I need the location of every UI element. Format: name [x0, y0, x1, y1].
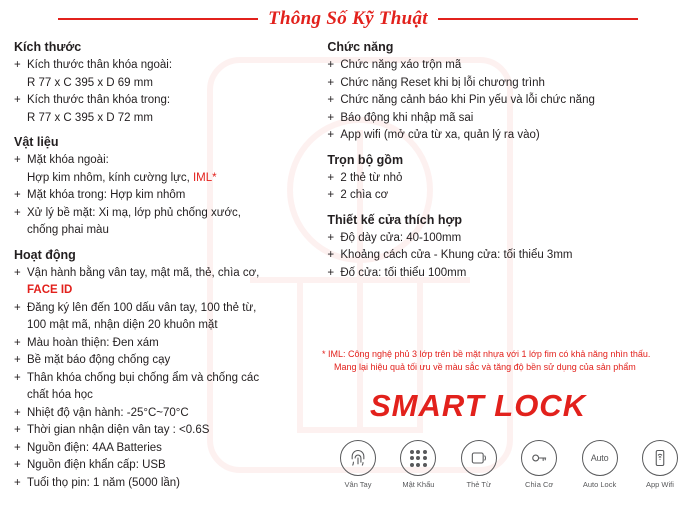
item-text: Xử lý bề mặt: Xi mạ, lớp phủ chống xước, [27, 206, 241, 219]
item-text: Đăng ký lên đến 100 dấu vân tay, 100 thẻ từ, [27, 301, 257, 314]
bullet-plus-icon: + [327, 59, 335, 71]
card-icon [461, 440, 497, 476]
item-text: Khoảng cách cửa - Khung cửa: tối thiểu 3mm [340, 249, 573, 261]
section-title-hoat-dong: Hoạt động [14, 247, 76, 262]
item-text: Nguồn điện: 4AA Batteries [27, 441, 162, 454]
list-item [14, 370, 319, 387]
feature-label: Mật Khẩu [402, 480, 435, 489]
list-item-sub: Hợp kim nhôm, kính cường lực, IML* [27, 171, 217, 184]
list-item [14, 205, 319, 222]
list-item [14, 457, 319, 474]
right-column [319, 40, 682, 492]
item-text: 2 thẻ từ nhỏ [340, 171, 403, 184]
fingerprint-icon [340, 440, 376, 476]
bullet-plus-icon: + [14, 266, 21, 279]
feature-label: Thẻ Từ [466, 480, 492, 489]
list-item-sub [14, 222, 319, 239]
bullet-plus-icon: + [14, 301, 21, 314]
list-item [327, 230, 682, 247]
face-id-mark: FACE ID [27, 284, 73, 296]
list-chuc-nang [327, 57, 682, 144]
item-text: Mặt khóa trong: Hợp kim nhôm [27, 189, 186, 201]
list-kich-thuoc [14, 57, 319, 126]
feature-app-wifi [632, 440, 688, 490]
bullet-plus-icon: + [327, 189, 335, 201]
bullet-plus-icon: + [327, 249, 335, 261]
bullet-plus-icon: + [14, 354, 21, 366]
auto-lock-glyph: Auto [590, 453, 609, 463]
item-text: Chức năng cảnh báo khi Pin yếu và lỗi chức năng [340, 94, 595, 106]
section-title-vat-lieu: Vật liệu [14, 135, 59, 149]
item-subtext: chống phai màu [27, 224, 109, 236]
list-item [14, 300, 319, 317]
feature-label: Auto Lock [582, 480, 617, 489]
bullet-plus-icon: + [327, 231, 335, 244]
list-item [327, 57, 682, 74]
bullet-plus-icon: + [327, 111, 335, 124]
list-item [327, 265, 682, 282]
wifi-app-icon [642, 440, 678, 476]
bullet-plus-icon: + [327, 76, 335, 89]
list-item [327, 127, 682, 144]
spec-columns [0, 32, 696, 492]
list-item [14, 440, 319, 457]
list-item [14, 475, 319, 492]
item-text: Vận hành bằng vân tay, mật mã, thẻ, chìa cơ, [27, 266, 260, 279]
bullet-plus-icon: + [327, 266, 335, 279]
bullet-plus-icon: + [14, 94, 21, 106]
item-text: Chức năng Reset khi bị lỗi chương trình [340, 76, 545, 89]
feature-label: Vân Tay [344, 480, 372, 489]
list-item [14, 187, 319, 204]
item-text: Thân khóa chống bụi chống ẩm và chống các [27, 371, 260, 384]
section-title-chuc-nang: Chức năng [327, 40, 394, 54]
item-text: Chức năng xáo trộn mã [340, 59, 462, 71]
footnote [322, 348, 688, 374]
list-hoat-dong [14, 265, 319, 492]
list-item [14, 335, 319, 352]
bullet-plus-icon: + [14, 206, 21, 219]
list-item-sub [14, 317, 319, 334]
list-item [327, 92, 682, 109]
item-text: Kích thước thân khóa trong: [27, 94, 171, 106]
bullet-plus-icon: + [327, 129, 335, 141]
bullet-plus-icon: + [14, 371, 21, 384]
list-item [327, 75, 682, 92]
item-text: Kích thước thân khóa ngoài: [27, 59, 173, 71]
section-title-thiet-ke-cua: Thiết kế cửa thích hợp [327, 212, 463, 227]
list-item [14, 405, 319, 422]
item-text: Báo động khi nhập mã sai [340, 111, 474, 124]
item-text: Thời gian nhận diện vân tay : <0.6S [27, 424, 210, 436]
feature-chia-co [511, 440, 567, 490]
feature-van-tay [330, 440, 386, 490]
bullet-plus-icon: + [14, 154, 21, 166]
feature-the-tu [451, 440, 507, 490]
list-item [327, 110, 682, 127]
item-text: Nhiệt độ vận hành: -25°C~70°C [27, 406, 189, 419]
brand-title: SMART LOCK [370, 388, 587, 423]
list-item [14, 265, 319, 282]
list-item [327, 247, 682, 264]
header-rule-right [438, 18, 638, 20]
bullet-plus-icon: + [327, 171, 335, 184]
keypad-icon [400, 440, 436, 476]
list-vat-lieu [14, 152, 319, 239]
list-item-sub [14, 282, 319, 299]
auto-lock-icon [582, 440, 618, 476]
iml-mark: IML* [192, 171, 217, 184]
list-item [14, 422, 319, 439]
page-header [0, 0, 696, 32]
bullet-plus-icon: + [14, 476, 21, 489]
left-column [14, 40, 319, 492]
item-text: Độ dày cửa: 40-100mm [340, 231, 462, 244]
bullet-plus-icon: + [14, 441, 21, 454]
bullet-plus-icon: + [14, 406, 21, 419]
item-text: App wifi (mở cửa từ xa, quản lý ra vào) [340, 129, 540, 141]
list-thiet-ke-cua [327, 230, 682, 282]
feature-auto-lock [572, 440, 628, 490]
list-item [14, 92, 319, 109]
feature-icon-row [330, 440, 688, 490]
item-text: Màu hoàn thiện: Đen xám [27, 336, 159, 349]
bullet-plus-icon: + [14, 336, 21, 349]
item-text: Bề mặt báo động chống cạy [27, 354, 171, 366]
bullet-plus-icon: + [14, 424, 21, 436]
key-icon [521, 440, 557, 476]
bullet-plus-icon: + [327, 94, 335, 106]
item-text: Mặt khóa ngoài: [27, 154, 109, 166]
bullet-plus-icon: + [14, 59, 21, 71]
list-item [14, 352, 319, 369]
list-item-sub [14, 110, 319, 127]
section-title-tron-bo-gom: Trọn bộ gồm [327, 152, 404, 167]
footnote-line-1: * IML: Công nghệ phủ 3 lớp trên bề mặt nhựa với 1 lớp fim có khả năng nhìn thấu. [322, 349, 651, 359]
item-subtext: R 77 x C 395 x D 72 mm [27, 111, 153, 124]
item-subtext: R 77 x C 395 x D 69 mm [27, 76, 153, 89]
item-subtext: chất hóa học [27, 389, 93, 401]
page-title: Thông Số Kỹ Thuật [268, 8, 428, 29]
feature-label: App Wifi [645, 480, 674, 489]
list-item-sub [14, 387, 319, 404]
feature-label: Chìa Cơ [525, 480, 554, 489]
item-text: Đố cửa: tối thiểu 100mm [340, 266, 467, 279]
item-text: 2 chìa cơ [340, 189, 389, 201]
item-text: Nguồn điện khẩn cấp: USB [27, 459, 166, 471]
list-item-sub [14, 75, 319, 92]
footnote-line-2: Mang lại hiệu quả tối ưu về màu sắc và tăng độ bền sử dụng của sản phẩm [334, 362, 636, 372]
list-item [327, 170, 682, 187]
item-subtext: 100 mật mã, nhận diện 20 khuôn mặt [27, 319, 218, 331]
feature-mat-khau [390, 440, 446, 490]
list-item [14, 152, 319, 169]
list-item [327, 187, 682, 204]
bullet-plus-icon: + [14, 189, 21, 201]
list-item [14, 57, 319, 74]
list-tron-bo-gom [327, 170, 682, 204]
bullet-plus-icon: + [14, 459, 21, 471]
header-rule-left [58, 18, 258, 20]
item-text: Tuổi thọ pin: 1 năm (5000 lần) [27, 476, 180, 489]
section-title-kich-thuoc: Kích thước [14, 40, 82, 54]
